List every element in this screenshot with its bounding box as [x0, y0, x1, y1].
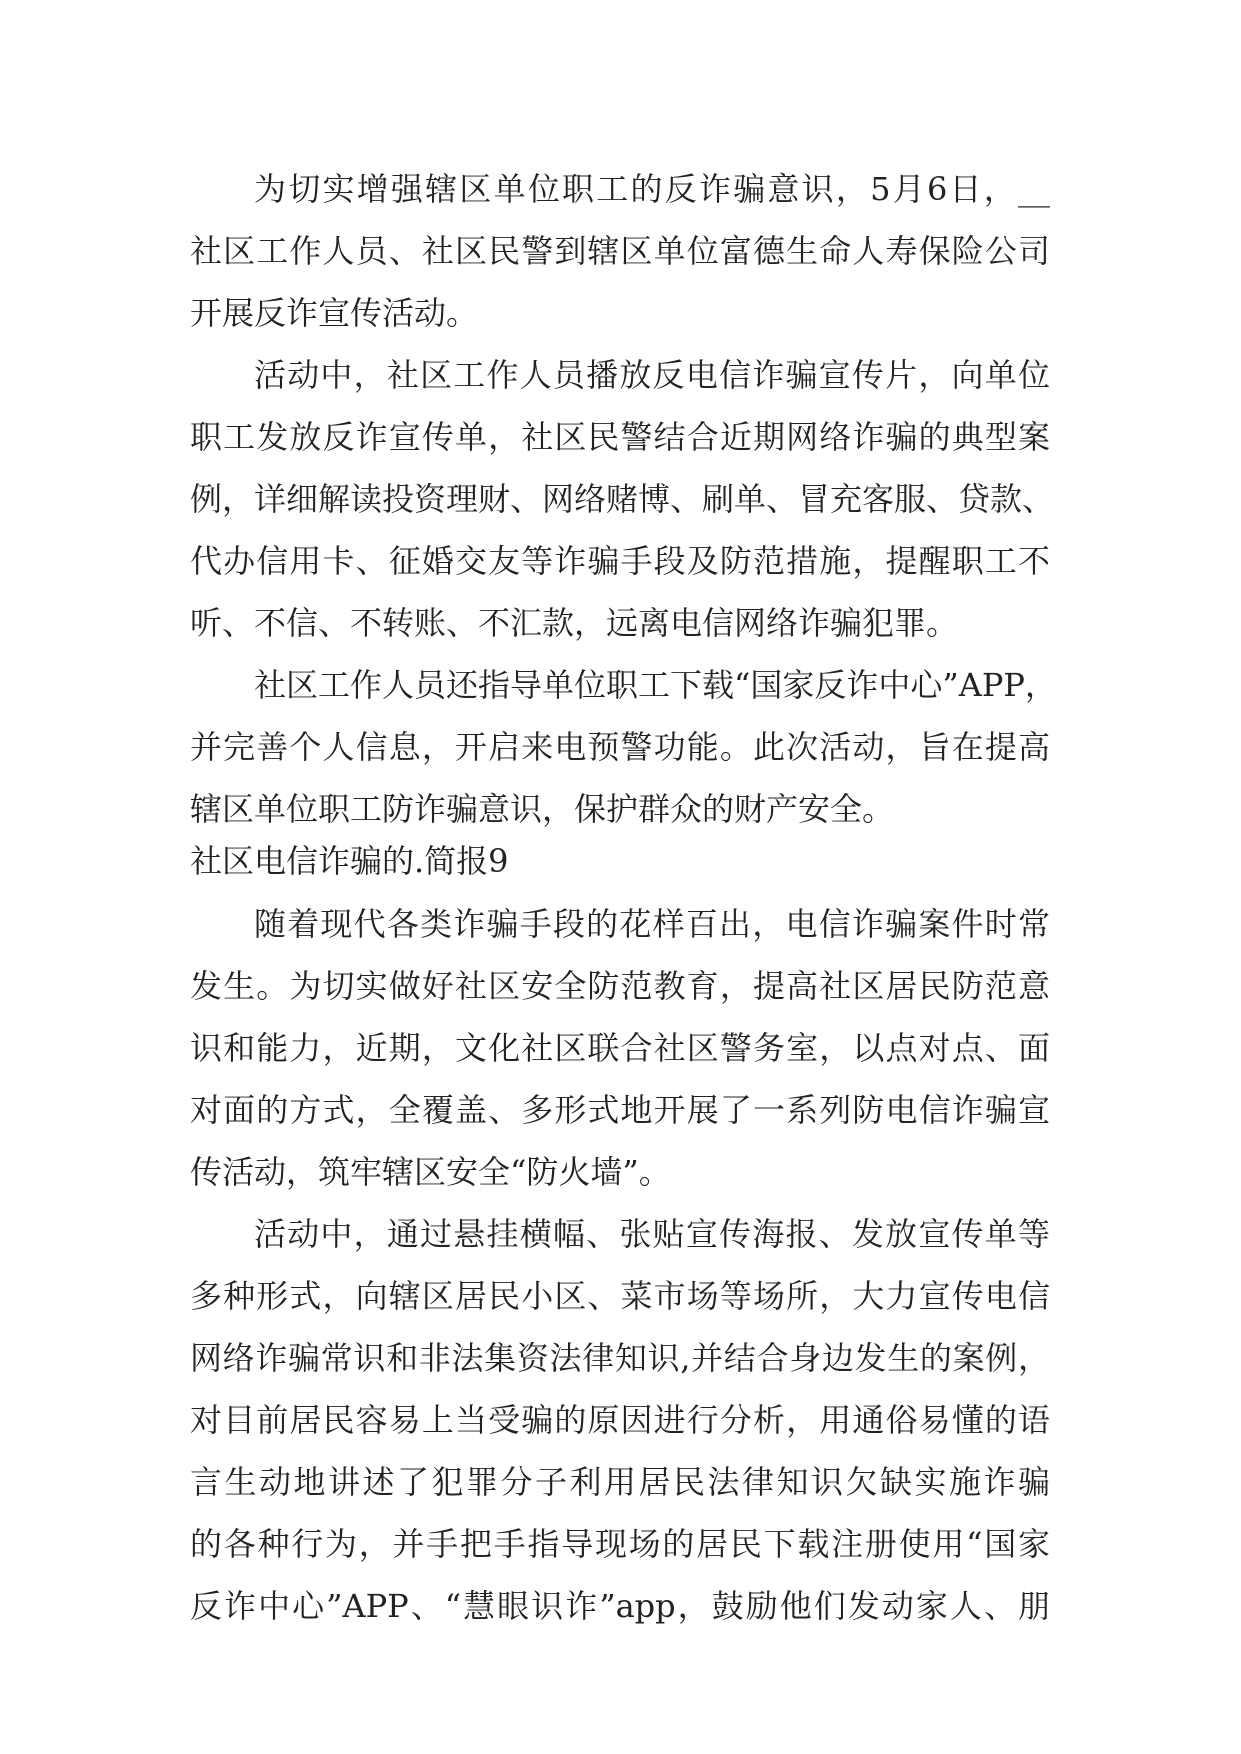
- paragraph-line: 活动中，社区工作人员播放反电信诈骗宣传片，向单位: [254, 356, 1050, 394]
- paragraph-line: 识和能力，近期，文化社区联合社区警务室，以点对点、面: [190, 1029, 1050, 1067]
- paragraph-line: 社区工作人员还指导单位职工下载“国家反诈中心”APP，: [254, 666, 1057, 704]
- paragraph-line: 对面的方式，全覆盖、多形式地开展了一系列防电信诈骗宣: [190, 1091, 1050, 1129]
- paragraph-line: 传活动，筑牢辖区安全“防火墙”。: [190, 1153, 671, 1191]
- paragraph-line: 反诈中心”APP、“慧眼识诈”app，鼓励他们发动家人、朋: [190, 1587, 1050, 1625]
- section-heading: 社区电信诈骗的.简报9: [190, 842, 509, 880]
- paragraph-line: 代办信用卡、征婚交友等诈骗手段及防范措施，提醒职工不: [190, 542, 1050, 580]
- paragraph-line: 活动中，通过悬挂横幅、张贴宣传海报、发放宣传单等: [254, 1215, 1050, 1253]
- paragraph-line: 社区工作人员、社区民警到辖区单位富德生命人寿保险公司: [190, 232, 1050, 270]
- paragraph-line: 开展反诈宣传活动。: [190, 294, 479, 332]
- paragraph-line: 为切实增强辖区单位职工的反诈骗意识，5月6日，__: [254, 170, 1050, 208]
- paragraph-line: 辖区单位职工防诈骗意识，保护群众的财产安全。: [190, 790, 895, 828]
- paragraph-line: 听、不信、不转账、不汇款，远离电信网络诈骗犯罪。: [190, 604, 959, 642]
- paragraph-line: 对目前居民容易上当受骗的原因进行分析，用通俗易懂的语: [190, 1401, 1050, 1439]
- paragraph-line: 言生动地讲述了犯罪分子利用居民法律知识欠缺实施诈骗: [190, 1463, 1050, 1501]
- paragraph-line: 的各种行为，并手把手指导现场的居民下载注册使用“国家: [190, 1525, 1050, 1563]
- paragraph-line: 发生。为切实做好社区安全防范教育，提高社区居民防范意: [190, 967, 1050, 1005]
- paragraph-line: 随着现代各类诈骗手段的花样百出，电信诈骗案件时常: [254, 905, 1050, 943]
- paragraph-line: 并完善个人信息，开启来电预警功能。此次活动，旨在提高: [190, 728, 1050, 766]
- paragraph-line: 职工发放反诈宣传单，社区民警结合近期网络诈骗的典型案: [190, 418, 1050, 456]
- paragraph-line: 例，详细解读投资理财、网络赌博、刷单、冒充客服、贷款、: [190, 480, 1055, 518]
- paragraph-line: 多种形式，向辖区居民小区、菜市场等场所，大力宣传电信: [190, 1277, 1050, 1315]
- paragraph-line: 网络诈骗常识和非法集资法律知识,并结合身边发生的案例，: [190, 1339, 1050, 1377]
